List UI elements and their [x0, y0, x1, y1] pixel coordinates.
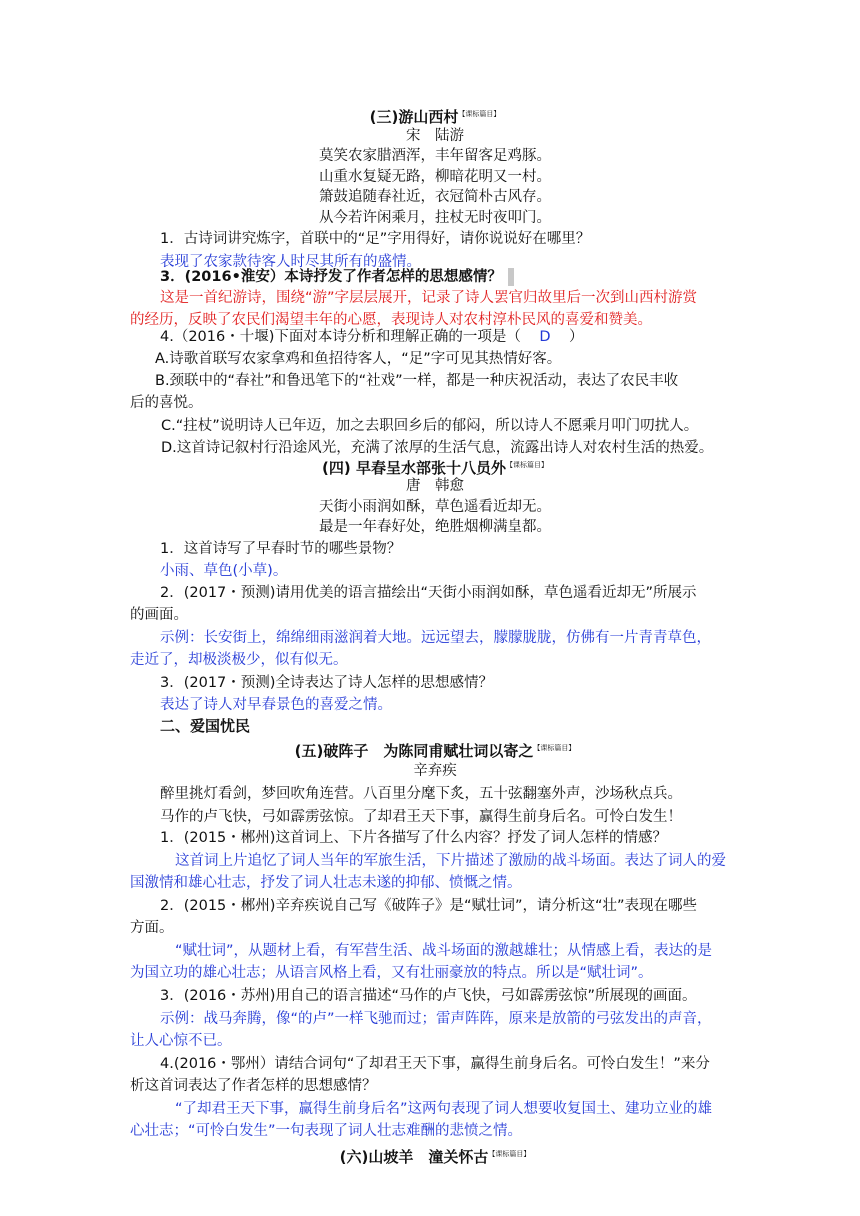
- answer: “赋壮词”，从题材上看，有军营生活、战斗场面的激越雄壮；从情感上看，表达的是: [175, 943, 713, 959]
- question: 3．(2017・预测)全诗表达了诗人怎样的思想感情？: [160, 675, 493, 691]
- question: 2．(2015・郴州)辛弃疾说自己写《破阵子》是“赋壮词”，请分析这“壮”表现在哪些: [160, 898, 697, 914]
- answer: 小雨、草色(小草)。: [160, 563, 288, 579]
- poem-line: 从今若许闲乘月，拄杖无时夜叩门。: [319, 210, 551, 226]
- section-heading: 二、爱国忧民: [160, 717, 251, 735]
- poem-line: 箫鼓追随春社近，衣冠简朴古风存。: [319, 189, 551, 205]
- poem-line: 醉里挑灯看剑，梦回吹角连营。八百里分麾下炙，五十弦翻塞外声，沙场秋点兵。: [160, 786, 682, 802]
- answer: 示例：长安街上，绵绵细雨滋润着大地。远远望去，朦朦胧胧，仿佛有一片青青草色，: [160, 630, 711, 646]
- option-c: C.“拄杖”说明诗人已年迈，加之去职回乡后的郁闷，所以诗人不愿乘月叩门叨扰人。: [161, 418, 699, 434]
- poem-line: 马作的卢飞快，弓如霹雳弦惊。了却君王天下事，赢得生前身后名。可怜白发生！: [160, 809, 682, 825]
- poem-author: 唐 韩愈: [406, 478, 464, 494]
- answer: 为国立功的雄心壮志；从语言风格上看，又有壮丽豪放的特点。所以是“赋壮词”。: [130, 965, 653, 981]
- answer-choice: D: [539, 329, 551, 345]
- section-title-you-shan-xi-cun: (三)游山西村$^{【课标篇目】}$: [369, 108, 501, 126]
- poem-author: 宋 陆游: [406, 128, 464, 144]
- question: 1．(2015・郴州)这首词上、下片各描写了什么内容？抒发了词人怎样的情感？: [160, 830, 667, 846]
- answer: 表现了农家款待客人时尽其所有的盛情。: [160, 254, 421, 270]
- question: 析这首词表达了作者怎样的思想感情？: [130, 1078, 377, 1094]
- poem-line: 莫笑农家腊酒浑，丰年留客足鸡豚。: [319, 148, 551, 164]
- option-b: 后的喜悦。: [130, 395, 203, 411]
- answer: 心壮志；“可怜白发生”一句表现了词人壮志难酬的悲愤之情。: [130, 1123, 523, 1139]
- poem-author: 辛弃疾: [413, 763, 457, 779]
- answer: 让人心惊不已。: [130, 1033, 232, 1049]
- poem-line: 山重水复疑无路，柳暗花明又一村。: [319, 169, 551, 185]
- poem-line: 最是一年春好处，绝胜烟柳满皇都。: [319, 519, 551, 535]
- section-title-zao-chun: (四) 早春呈水部张十八员外$^{【课标篇目】}$: [322, 459, 548, 477]
- answer: 这首词上片追忆了词人当年的军旅生活，下片描述了激励的战斗场面。表达了词人的爱: [175, 853, 726, 869]
- answer: 示例：战马奔腾，像“的卢”一样飞驰而过；雷声阵阵，原来是放箭的弓弦发出的声音，: [160, 1011, 712, 1027]
- poem-line: 天街小雨润如酥，草色遥看近却无。: [319, 499, 551, 515]
- question: 1．古诗词讲究炼字，首联中的“足”字用得好，请你说说好在哪里？: [160, 231, 591, 247]
- question: 3．(2016•淮安）本诗抒发了作者怎样的思想感情？: [130, 266, 770, 288]
- option-d: D.这首诗记叙村行沿途风光，充满了浓厚的生活气息，流露出诗人对农村生活的热爱。: [161, 440, 714, 456]
- section-title-shan-po-yang: (六)山坡羊 潼关怀古$^{【课标篇目】}$: [339, 1148, 531, 1166]
- answer: 走近了，却极淡极少，似有似无。: [130, 652, 348, 668]
- question: 的画面。: [130, 607, 188, 623]
- question: 4.(2016・鄂州）请结合词句“了却君王天下事，赢得生前身后名。可怜白发生！”来分: [160, 1056, 710, 1072]
- option-a: A.诗歌首联写农家拿鸡和鱼招待客人，“足”字可见其热情好客。: [155, 351, 562, 367]
- question: 4.（2016・十堰)下面对本诗分析和理解正确的一项是（ D ）: [160, 329, 584, 345]
- section-title-po-zhen-zi: (五)破阵子 为陈同甫赋壮词以寄之$^{【课标篇目】}$: [294, 742, 576, 760]
- question: 3．(2016・苏州)用自己的语言描述“马作的卢飞快，弓如霹雳弦惊”所展现的画面。: [160, 988, 697, 1004]
- answer: 这是一首纪游诗，围绕“游”字层层展开，记录了诗人罢官归故里后一次到山西村游赏: [160, 290, 698, 306]
- text-cursor-icon: [508, 268, 514, 286]
- question: 2．(2017・预测)请用优美的语言描绘出“天街小雨润如酥，草色遥看近却无”所展示: [160, 585, 697, 601]
- answer: “了却君王天下事，赢得生前身后名”这两句表现了词人想要收复国土、建功立业的雄: [175, 1101, 713, 1117]
- question: 方面。: [130, 920, 174, 936]
- option-b: B.颈联中的“春社”和鲁迅笔下的“社戏”一样，都是一种庆祝活动，表达了农民丰收: [155, 373, 679, 389]
- question: 1．这首诗写了早春时节的哪些景物？: [160, 541, 402, 557]
- answer: 国激情和雄心壮志，抒发了词人壮志未遂的抑郁、愤慨之情。: [130, 875, 522, 891]
- answer: 的经历，反映了农民们渴望丰年的心愿，表现诗人对农村淳朴民风的喜爱和赞美。: [130, 312, 652, 328]
- answer: 表达了诗人对早春景色的喜爱之情。: [160, 697, 392, 713]
